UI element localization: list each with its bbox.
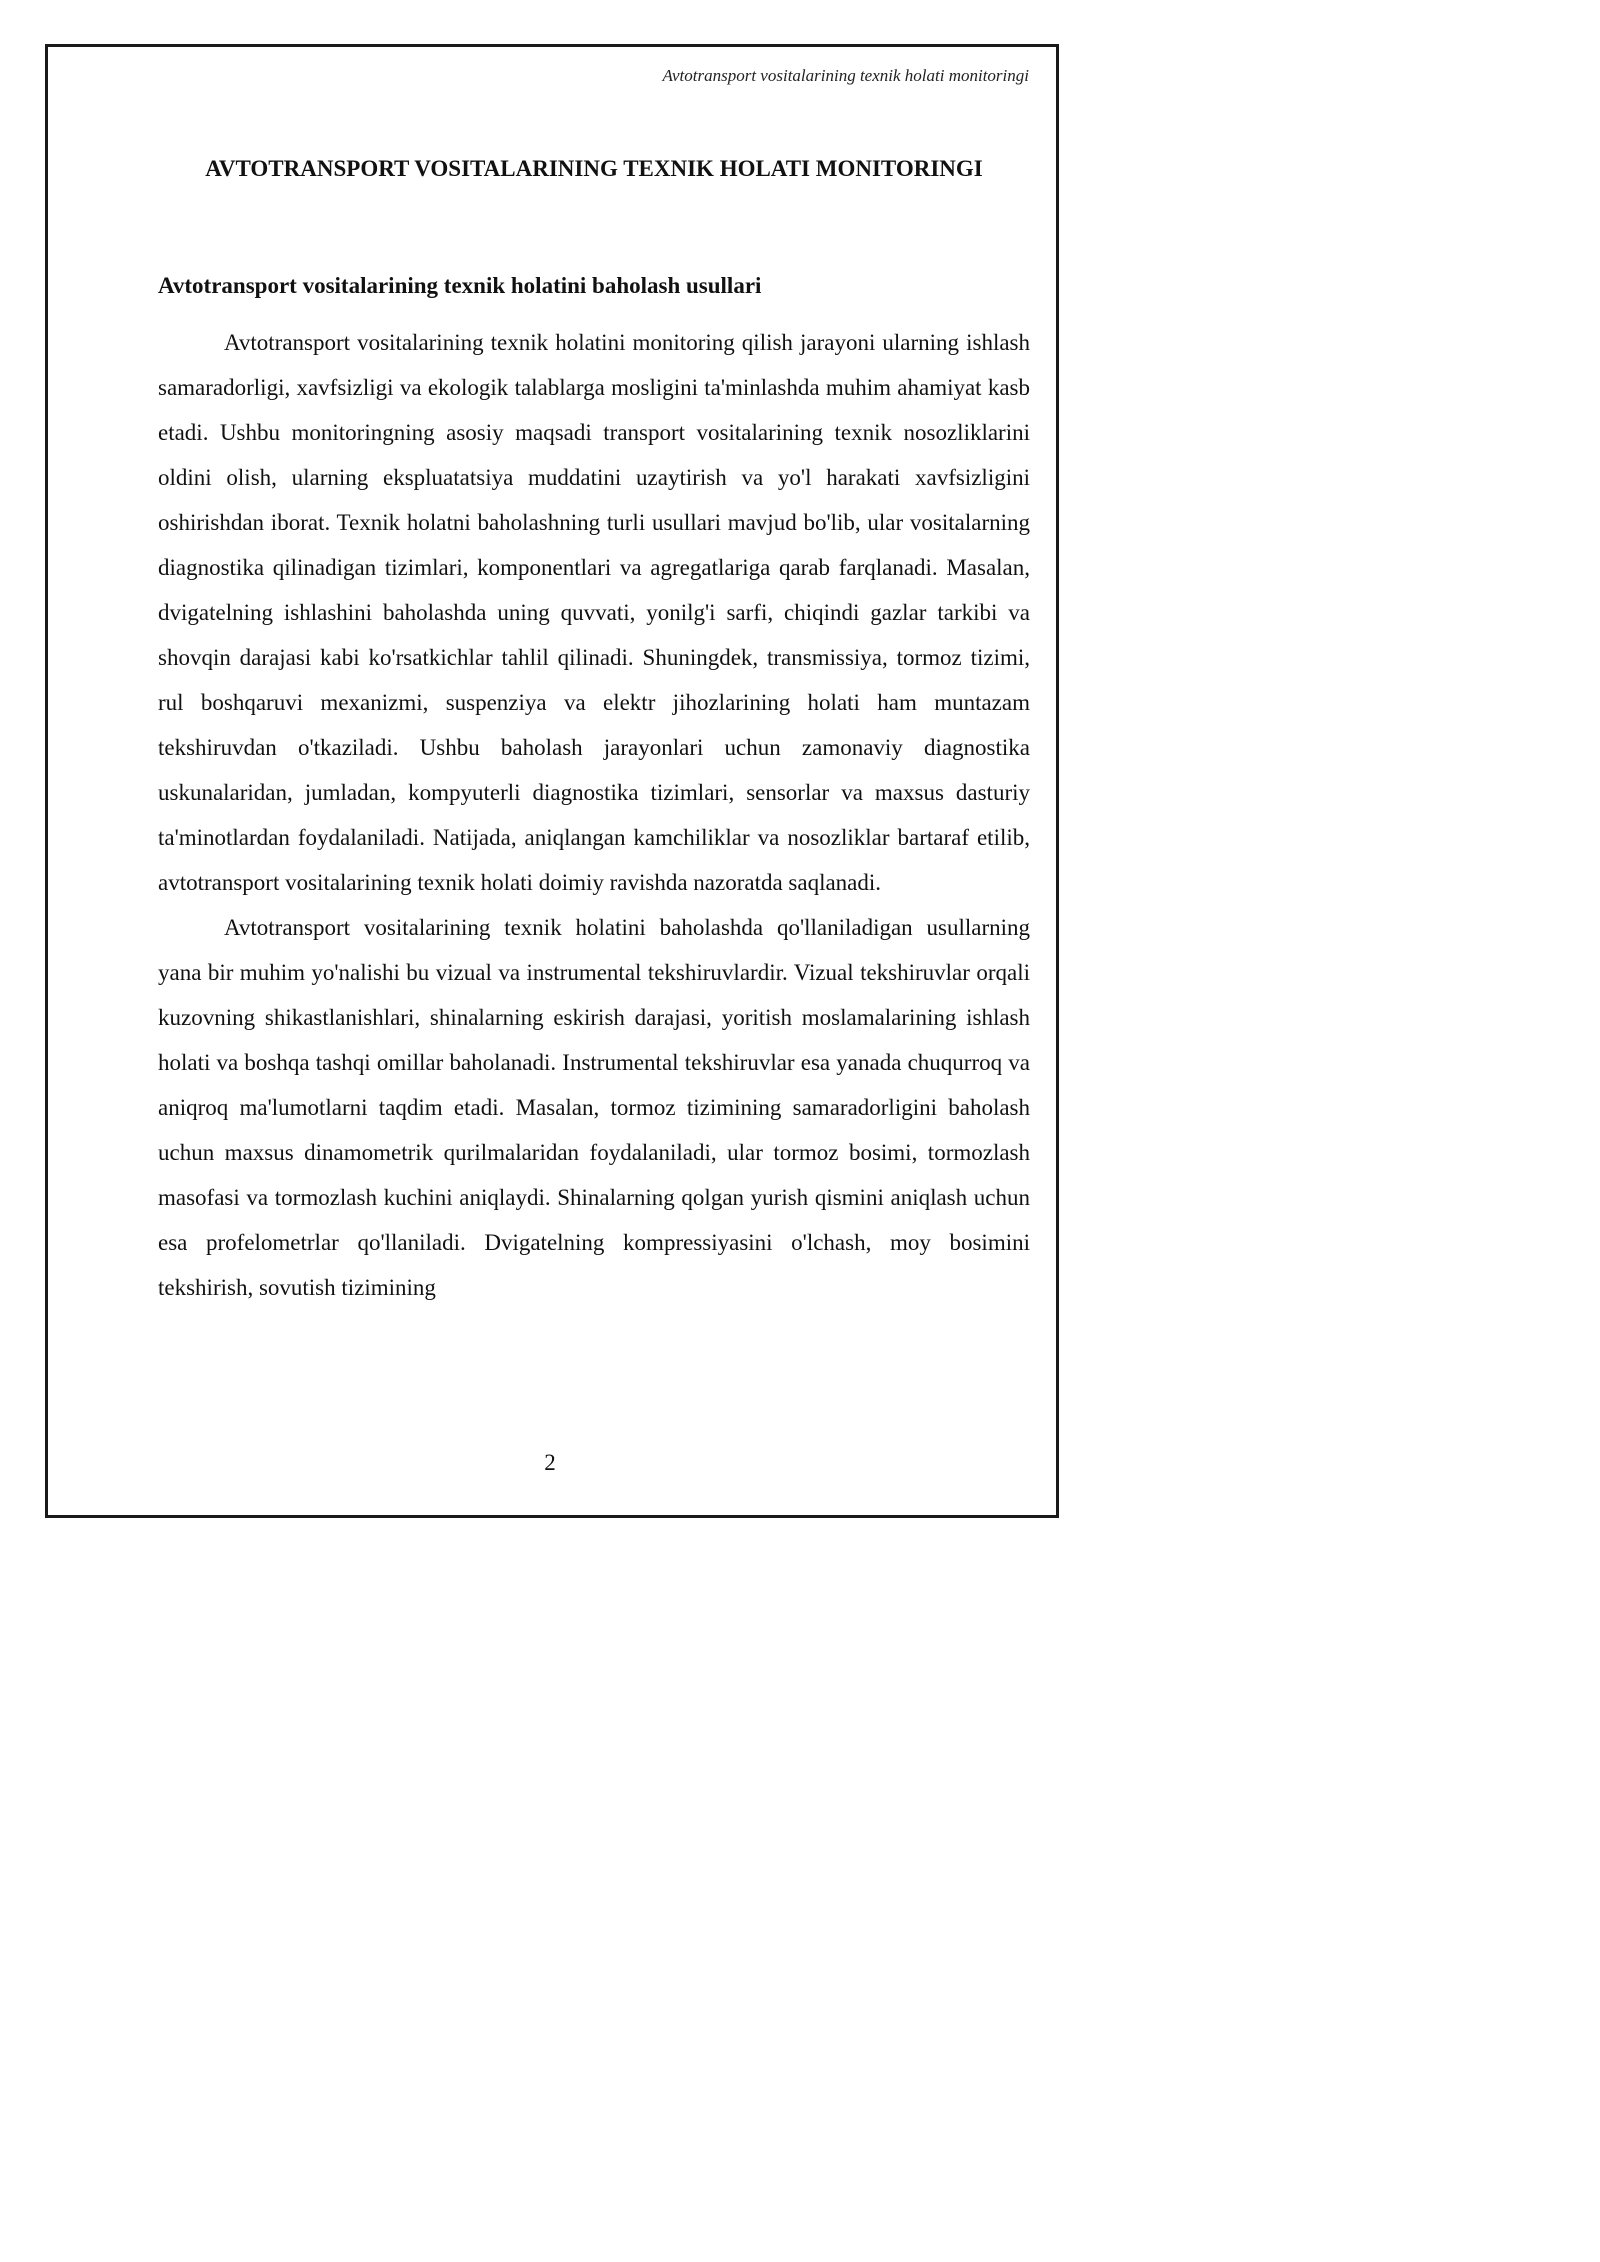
running-header: Avtotransport vositalarining texnik holati monitoringi — [662, 66, 1029, 85]
paragraph: Avtotransport vositalarining texnik holatini baholashda qo'llaniladigan usullarning yana bir muhim yo'nalishi bu vizual va instrumental tekshiruvlardir. Vizual tekshiruvlar orqali kuzovning shikastlanishlari, shinalarning eskirish darajasi, yoritish moslamalarining ishlash holati va boshqa tashqi omillar baholanadi. Instrumental tekshiruvlar esa yanada chuqurroq va aniqroq ma'lumotlarni taqdim etadi. Masalan, tormoz tizimining samaradorligini baholash uchun maxsus dinamometrik qurilmalaridan foydalaniladi, ular tormoz bosimi, tormozlash masofasi va tormozlash kuchini aniqlaydi. Shinalarning qolgan yurish qismini aniqlash uchun esa profelometrlar qo'llaniladi. Dvigatelning kompressiyasini o'lchash, moy bosimini tekshirish, sovutish tizimining — [158, 915, 1030, 1300]
page-number: 2 — [544, 1450, 556, 1475]
section-heading: Avtotransport vositalarining texnik holatini baholash usullari — [158, 273, 762, 298]
document-title: AVTOTRANSPORT VOSITALARINING TEXNIK HOLATI MONITORINGI — [205, 156, 983, 181]
body-text — [158, 320, 1030, 1310]
paragraph: Avtotransport vositalarining texnik holatini monitoring qilish jarayoni ularning ishlash samaradorligi, xavfsizligi va ekologik talablarga mosligini ta'minlashda muhim ahamiyat kasb etadi. Ushbu monitoringning asosiy maqsadi transport vositalarining texnik nosozliklarini oldini olish, ularning ekspluatatsiya muddatini uzaytirish va yo'l harakati xavfsizligini oshirishdan iborat. Texnik holatni baholashning turli usullari mavjud bo'lib, ular vositalarning diagnostika qilinadigan tizimlari, komponentlari va agregatlariga qarab farqlanadi. Masalan, dvigatelning ishlashini baholashda uning quvvati, yonilg'i sarfi, chiqindi gazlar tarkibi va shovqin darajasi kabi ko'rsatkichlar tahlil qilinadi. Shuningdek, transmissiya, tormoz tizimi, rul boshqaruvi mexanizmi, suspenziya va elektr jihozlarining holati ham muntazam tekshiruvdan o'tkaziladi. Ushbu baholash jarayonlari uchun zamonaviy diagnostika uskunalaridan, jumladan, kompyuterli diagnostika tizimlari, sensorlar va maxsus dasturiy ta'minotlardan foydalaniladi. Natijada, aniqlangan kamchiliklar va nosozliklar bartaraf etilib, avtotransport vositalarining texnik holati doimiy ravishda nazoratda saqlanadi. — [158, 330, 1030, 895]
